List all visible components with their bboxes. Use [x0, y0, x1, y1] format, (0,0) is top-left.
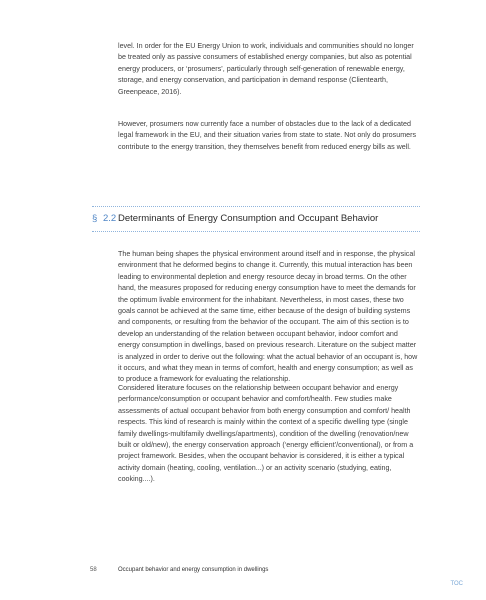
section-heading	[92, 206, 420, 232]
body-paragraph: However, prosumers now currently face a number of obstacles due to the lack of a dedicated legal framework in the EU, and their situation varies from state to state. Not only do prosumers contribute to the energy transition, they themselves benefit from reduced energy bills as well.	[118, 120, 417, 151]
section-number: 2.2	[103, 213, 117, 224]
section-symbol: §	[92, 213, 98, 224]
running-footer-title: Occupant behavior and energy consumption in dwellings	[118, 567, 269, 573]
toc-link[interactable]: TOC	[450, 581, 463, 587]
body-paragraph: level. In order for the EU Energy Union to work, individuals and communities should no longer be treated only as passive consumers of established energy companies, but also as potential energy producers, or ‘prosumers’, particularly through self-generation of renewable energy, storage, and energy conservation, and participation in demand response (Clientearth, Greenpeace, 2016).	[118, 42, 414, 96]
page-number: 58	[90, 567, 97, 573]
body-paragraph: Considered literature focuses on the relationship between occupant behavior and energy performance/consumption or occupant behavior and comfort/health. Few studies make assessments of actual occupant behavior from both energy consumption and comfort/ health respects. This kind of research is mainly within the context of a specific dwelling type (single family dwellings-multifamily dwellings/apartments), condition of the dwelling (renovation/new built or old/new), the energy conservation approach (‘energy efficient’/conventional), or from a project framework. Besides, when the occupant behavior is considered, it is either a typical activity domain (heating, cooling, ventilation...) or an activity scenario (studying, eating, cooking....).	[118, 384, 414, 484]
section-title: Determinants of Energy Consumption and Occupant Behavior	[118, 213, 379, 224]
body-paragraph: The human being shapes the physical environment around itself and in response, the physical environment that he deformed begins to change it. Currently, this mutual interaction has been leading to environmental depletion and energy resource decay in broad terms. On the other hand, the measures proposed for reducing energy consumption have to meet the demands for the optimum livable environment for the inhabitant. Nevertheless, in most cases, these two goals cannot be achieved at the same time, either because of the design of building systems and components, or resulting from the behavior of the occupant. The aim of this section is to develop an understanding of the relation between occupant behavior, indoor comfort and energy consumption in dwellings, based on previous research. Literature on the subject matter is analyzed in order to derive out the following: what the actual behavior of an occupant is, how it occurs, and what they mean in terms of comfort, health and energy consumption; as well as to produce a framework for evaluating the relationship.	[118, 250, 418, 384]
